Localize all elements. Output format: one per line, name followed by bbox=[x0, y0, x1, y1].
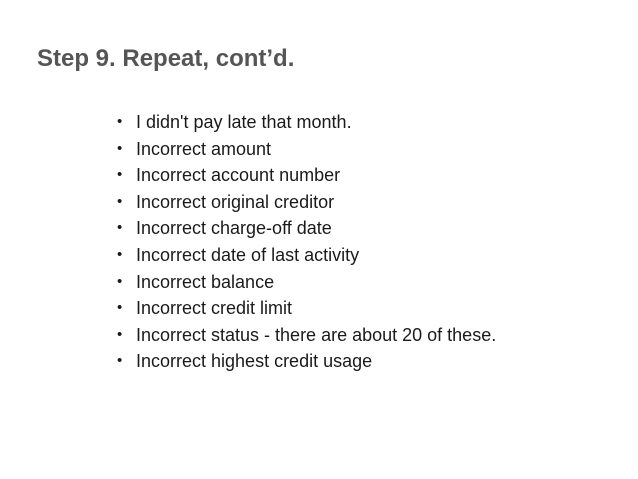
list-item-text: Incorrect account number bbox=[136, 165, 341, 186]
list-item-text: Incorrect status - there are about 20 of these. bbox=[136, 324, 497, 345]
bullet-icon: • bbox=[117, 219, 123, 237]
list-item-text: I didn't pay late that month. bbox=[136, 112, 352, 132]
bullet-icon: • bbox=[117, 352, 123, 370]
bullet-icon: • bbox=[117, 272, 123, 290]
slide-title: Step 9. Repeat, cont’d. bbox=[37, 45, 295, 72]
list-item-text: Incorrect highest credit usage bbox=[136, 351, 373, 372]
bullet-icon: • bbox=[117, 192, 123, 210]
bullet-icon: • bbox=[117, 325, 123, 343]
list-item-text: Incorrect charge-off date bbox=[136, 218, 332, 239]
bullet-icon: • bbox=[117, 113, 123, 130]
list-item-text: Incorrect amount bbox=[136, 138, 272, 159]
list-item-text: Incorrect credit limit bbox=[136, 298, 293, 319]
list-item-text: Incorrect balance bbox=[136, 271, 275, 292]
bullet-icon: • bbox=[117, 139, 123, 157]
bullet-icon: • bbox=[117, 299, 123, 317]
list-item-text: Incorrect date of last activity bbox=[136, 244, 360, 265]
list-item-text: Incorrect original creditor bbox=[136, 191, 335, 212]
bullet-icon: • bbox=[117, 166, 123, 184]
bullet-icon: • bbox=[117, 245, 123, 263]
